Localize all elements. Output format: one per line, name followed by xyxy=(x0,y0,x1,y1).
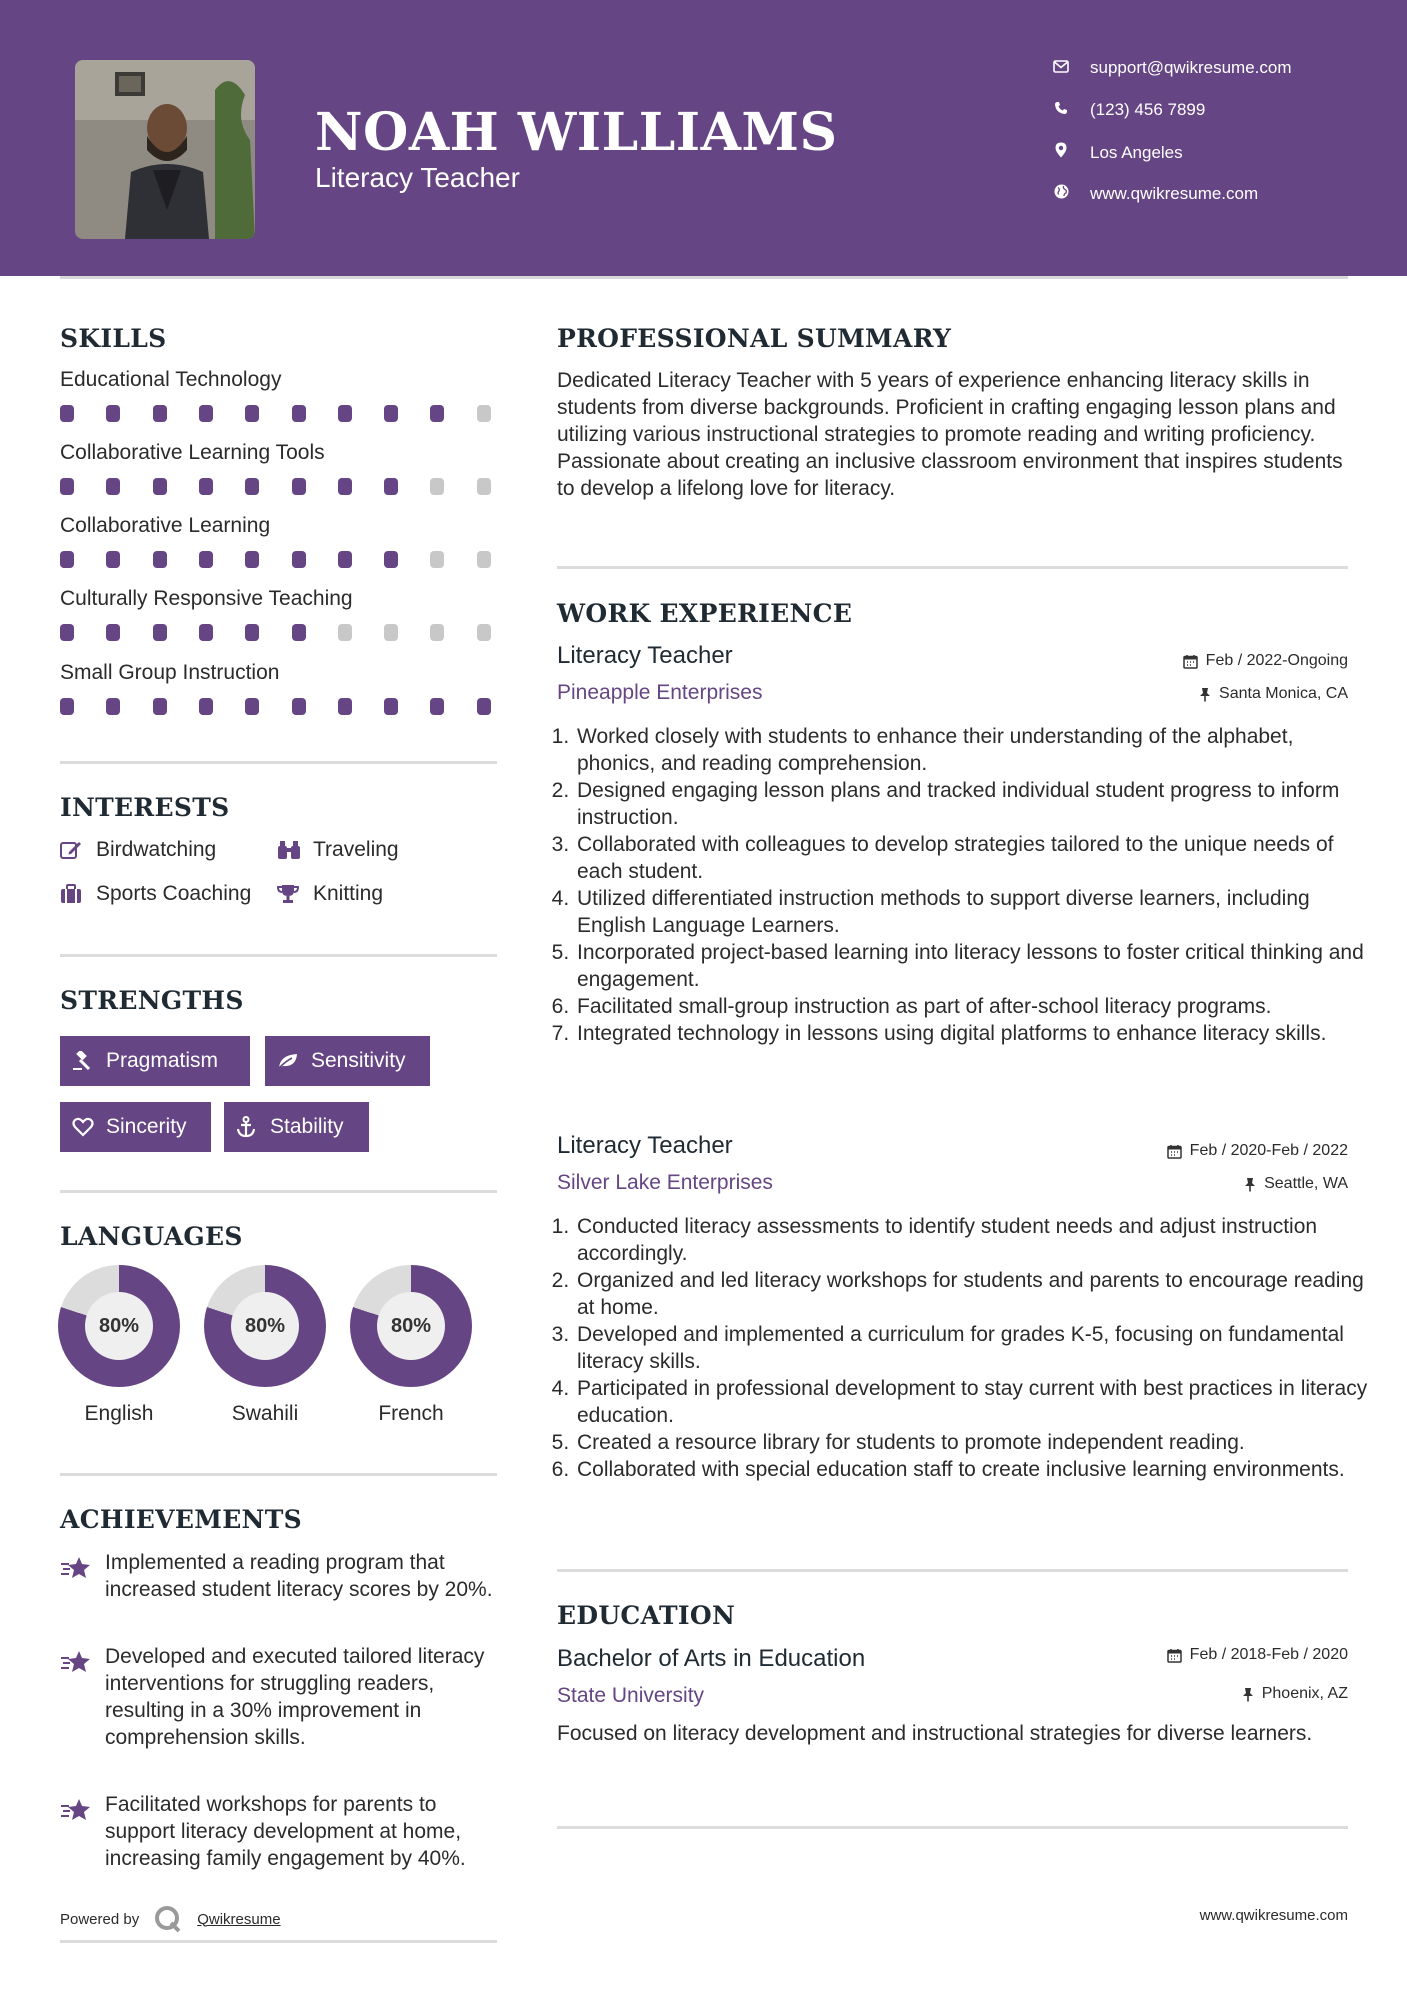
star-award-icon xyxy=(60,1555,92,1583)
calendar-icon xyxy=(1167,1144,1182,1159)
skill-rating xyxy=(60,624,500,642)
education-description: Focused on literacy development and instructional strategies for diverse learners. xyxy=(557,1722,1313,1745)
language-percent: 80% xyxy=(231,1292,299,1360)
heart-icon xyxy=(72,1117,94,1137)
summary-text: Dedicated Literacy Teacher with 5 years of experience enhancing literacy skills in students from diverse backgrounds. Proficient in crafting engaging lesson plans and utilizing various instructional strategies to promote reading and writing proficiency. Passionate about creating an inclusive classroom environment that inspires students to develop a lifelong love for literacy. xyxy=(557,369,1343,500)
company-name: Pineapple Enterprises xyxy=(557,681,763,704)
skill-dot-filled xyxy=(292,551,306,568)
binoculars-icon xyxy=(277,840,301,860)
interest-item xyxy=(60,838,216,862)
job-location-text: Seattle, WA xyxy=(1264,1175,1348,1192)
skill-dot-filled xyxy=(60,551,74,568)
achievement-text: Facilitated workshops for parents to support literacy development at home, increasing family engagement by 40%. xyxy=(105,1793,466,1870)
skill-dot-filled xyxy=(153,698,167,715)
skill-dot-filled xyxy=(199,624,213,641)
pencil-square-icon xyxy=(60,840,84,860)
section-divider xyxy=(557,1826,1348,1829)
skill-dot-empty xyxy=(430,551,444,568)
leaf-icon xyxy=(277,1052,299,1070)
interest-label: Knitting xyxy=(313,882,384,905)
skill-dot-filled xyxy=(245,478,259,495)
skill-dot-filled xyxy=(292,405,306,422)
strength-label: Pragmatism xyxy=(106,1049,219,1072)
calendar-icon xyxy=(1167,1648,1182,1663)
interests-heading: INTERESTS xyxy=(60,793,230,822)
strength-badge xyxy=(265,1036,430,1086)
section-divider xyxy=(60,1473,497,1476)
skill-dot-filled xyxy=(292,478,306,495)
skill-dot-filled xyxy=(153,624,167,641)
education-location-text: Phoenix, AZ xyxy=(1261,1685,1348,1702)
strength-label: Stability xyxy=(270,1115,344,1138)
skill-dot-empty xyxy=(477,624,491,641)
strength-badge xyxy=(224,1102,369,1152)
contact-location xyxy=(1050,142,1183,163)
skill-dot-filled xyxy=(153,551,167,568)
resume-header xyxy=(0,0,1407,276)
qwikresume-logo-icon xyxy=(153,1905,183,1933)
job-location xyxy=(1199,685,1348,703)
duty-item: 4. Participated in professional development to stay current with best practices in literacy education. xyxy=(575,1375,1370,1429)
contact-website-text: www.qwikresume.com xyxy=(1090,184,1259,203)
education-heading: EDUCATION xyxy=(557,1601,736,1630)
section-divider xyxy=(60,954,497,957)
duty-item: 7. Integrated technology in lessons using digital platforms to enhance literacy skills. xyxy=(575,1020,1370,1047)
skill-dot-empty xyxy=(430,478,444,495)
skill-dot-filled xyxy=(106,405,120,422)
strength-label: Sincerity xyxy=(106,1115,187,1138)
job-dates xyxy=(1183,652,1348,670)
skill-dot-filled xyxy=(199,478,213,495)
skill-label: Culturally Responsive Teaching xyxy=(60,587,353,610)
skill-dot-filled xyxy=(106,624,120,641)
duty-item: 2. Organized and led literacy workshops for students and parents to encourage reading at home. xyxy=(575,1267,1370,1321)
skill-dot-filled xyxy=(199,551,213,568)
achievements-heading: ACHIEVEMENTS xyxy=(60,1505,302,1534)
languages-heading: LANGUAGES xyxy=(60,1222,243,1251)
pushpin-icon xyxy=(1242,1687,1254,1702)
star-award-icon xyxy=(60,1649,92,1677)
language-name: Swahili xyxy=(231,1402,299,1425)
person-photo-icon xyxy=(75,60,255,239)
skill-dot-filled xyxy=(245,405,259,422)
skill-dot-filled xyxy=(477,698,491,715)
skill-dot-filled xyxy=(60,405,74,422)
skill-dot-filled xyxy=(384,478,398,495)
phone-icon xyxy=(1050,100,1072,120)
trophy-icon xyxy=(277,884,301,904)
anchor-icon xyxy=(236,1116,258,1138)
footer-url[interactable]: www.qwikresume.com xyxy=(1199,1907,1348,1924)
achievement-text: Developed and executed tailored literacy interventions for struggling readers, resulting in a 30% improvement in comprehension skills. xyxy=(105,1645,485,1749)
skill-rating xyxy=(60,551,500,569)
duty-item: 3. Collaborated with colleagues to develop strategies tailored to the unique needs of each student. xyxy=(575,831,1370,885)
candidate-name: NOAH WILLIAMS xyxy=(315,102,838,163)
contact-phone[interactable] xyxy=(1050,100,1205,120)
gavel-icon xyxy=(72,1051,94,1071)
calendar-icon xyxy=(1183,654,1198,669)
section-divider xyxy=(60,1190,497,1193)
skill-dot-filled xyxy=(245,624,259,641)
skill-dot-filled xyxy=(106,698,120,715)
skill-dot-filled xyxy=(338,405,352,422)
interest-label: Sports Coaching xyxy=(96,882,252,905)
skill-dot-empty xyxy=(384,624,398,641)
language-percent: 80% xyxy=(377,1292,445,1360)
skill-dot-filled xyxy=(338,551,352,568)
job-location-text: Santa Monica, CA xyxy=(1219,685,1348,702)
summary-heading: PROFESSIONAL SUMMARY xyxy=(557,324,952,353)
contact-location-text: Los Angeles xyxy=(1090,142,1183,162)
skill-dot-filled xyxy=(430,698,444,715)
skill-rating xyxy=(60,478,500,496)
strength-badge xyxy=(60,1102,211,1152)
language-ring xyxy=(204,1265,326,1387)
duty-item: 1. Conducted literacy assessments to identify student needs and adjust instruction accordingly. xyxy=(575,1213,1370,1267)
skill-dot-empty xyxy=(430,624,444,641)
job-location xyxy=(1244,1175,1348,1193)
skill-dot-empty xyxy=(477,478,491,495)
language-percent: 80% xyxy=(85,1292,153,1360)
language-name: English xyxy=(84,1402,154,1425)
language-ring xyxy=(58,1265,180,1387)
school-name: State University xyxy=(557,1684,705,1707)
star-award-icon xyxy=(60,1797,92,1825)
briefcase-icon xyxy=(60,884,84,904)
skill-label: Collaborative Learning Tools xyxy=(60,441,325,464)
skill-dot-filled xyxy=(106,478,120,495)
candidate-title: Literacy Teacher xyxy=(315,162,520,193)
skill-dot-filled xyxy=(199,405,213,422)
skill-label: Small Group Instruction xyxy=(60,661,280,684)
job-dates xyxy=(1167,1142,1348,1160)
language-ring xyxy=(350,1265,472,1387)
skill-dot-filled xyxy=(292,698,306,715)
company-name: Silver Lake Enterprises xyxy=(557,1171,773,1194)
job-duties xyxy=(557,723,1370,1047)
section-divider xyxy=(60,761,497,764)
education-dates xyxy=(1167,1646,1348,1664)
skill-rating xyxy=(60,698,500,716)
contact-email[interactable] xyxy=(1050,58,1292,78)
achievement-text: Implemented a reading program that increased student literacy scores by 20%. xyxy=(105,1551,493,1601)
strength-label: Sensitivity xyxy=(311,1049,406,1072)
duty-item: 1. Worked closely with students to enhance their understanding of the alphabet, phonics, and reading comprehension. xyxy=(575,723,1370,777)
job-dates-text: Feb / 2020-Feb / 2022 xyxy=(1189,1142,1348,1159)
experience-heading: WORK EXPERIENCE xyxy=(557,599,853,628)
duty-item: 4. Utilized differentiated instruction methods to support diverse learners, including English Language Learners. xyxy=(575,885,1370,939)
contact-phone-text: (123) 456 7899 xyxy=(1090,100,1206,119)
strength-badge xyxy=(60,1036,250,1086)
duty-item: 5. Incorporated project-based learning into literacy lessons to foster critical thinking and engagement. xyxy=(575,939,1370,993)
interest-label: Birdwatching xyxy=(96,838,217,861)
duty-item: 6. Collaborated with special education staff to create inclusive learning environments. xyxy=(575,1456,1370,1483)
skill-dot-filled xyxy=(292,624,306,641)
skill-dot-filled xyxy=(199,698,213,715)
pushpin-icon xyxy=(1244,1177,1256,1192)
envelope-icon xyxy=(1050,58,1072,78)
degree-title: Bachelor of Arts in Education xyxy=(557,1645,866,1672)
section-divider xyxy=(557,1569,1348,1572)
skill-dot-empty xyxy=(477,551,491,568)
map-pin-icon xyxy=(1050,142,1072,163)
section-divider xyxy=(60,1940,497,1943)
interest-item xyxy=(60,882,251,906)
skill-label: Educational Technology xyxy=(60,368,282,391)
skill-dot-filled xyxy=(338,698,352,715)
contact-website[interactable] xyxy=(1050,184,1258,204)
section-divider xyxy=(557,566,1348,569)
skill-dot-filled xyxy=(153,478,167,495)
skill-dot-filled xyxy=(245,551,259,568)
strengths-heading: STRENGTHS xyxy=(60,986,244,1015)
globe-icon xyxy=(1050,184,1072,204)
skill-dot-filled xyxy=(384,405,398,422)
job-title: Literacy Teacher xyxy=(557,642,733,669)
duty-item: 3. Developed and implemented a curriculum for grades K-5, focusing on fundamental literacy skills. xyxy=(575,1321,1370,1375)
education-location xyxy=(1242,1685,1348,1703)
skill-dot-filled xyxy=(106,551,120,568)
interest-item xyxy=(277,838,399,862)
language-name: French xyxy=(378,1402,444,1425)
profile-photo xyxy=(75,60,255,239)
header-divider xyxy=(60,276,1348,279)
skill-dot-empty xyxy=(477,405,491,422)
skill-dot-filled xyxy=(153,405,167,422)
skill-dot-filled xyxy=(384,698,398,715)
duty-item: 5. Created a resource library for students to promote independent reading. xyxy=(575,1429,1370,1456)
duty-item: 6. Facilitated small-group instruction as part of after-school literacy programs. xyxy=(575,993,1370,1020)
interest-label: Traveling xyxy=(313,838,399,861)
skill-dot-filled xyxy=(60,478,74,495)
powered-by xyxy=(60,1905,281,1933)
skill-rating xyxy=(60,405,500,423)
pushpin-icon xyxy=(1199,687,1211,702)
duty-item: 2. Designed engaging lesson plans and tracked individual student progress to inform instruction. xyxy=(575,777,1370,831)
skill-dot-filled xyxy=(245,698,259,715)
contact-email-text: support@qwikresume.com xyxy=(1090,58,1292,77)
skill-dot-filled xyxy=(60,624,74,641)
skill-dot-filled xyxy=(60,698,74,715)
skills-heading: SKILLS xyxy=(60,324,167,353)
skill-dot-filled xyxy=(430,405,444,422)
interest-item xyxy=(277,882,383,906)
job-title: Literacy Teacher xyxy=(557,1132,733,1159)
skill-dot-filled xyxy=(338,478,352,495)
skill-dot-filled xyxy=(384,551,398,568)
job-duties xyxy=(557,1213,1370,1483)
job-dates-text: Feb / 2022-Ongoing xyxy=(1205,652,1348,669)
powered-by-label: Powered by xyxy=(60,1910,140,1928)
qwikresume-link[interactable]: Qwikresume xyxy=(197,1910,281,1928)
skill-label: Collaborative Learning xyxy=(60,514,271,537)
education-dates-text: Feb / 2018-Feb / 2020 xyxy=(1189,1646,1348,1663)
skill-dot-empty xyxy=(338,624,352,641)
